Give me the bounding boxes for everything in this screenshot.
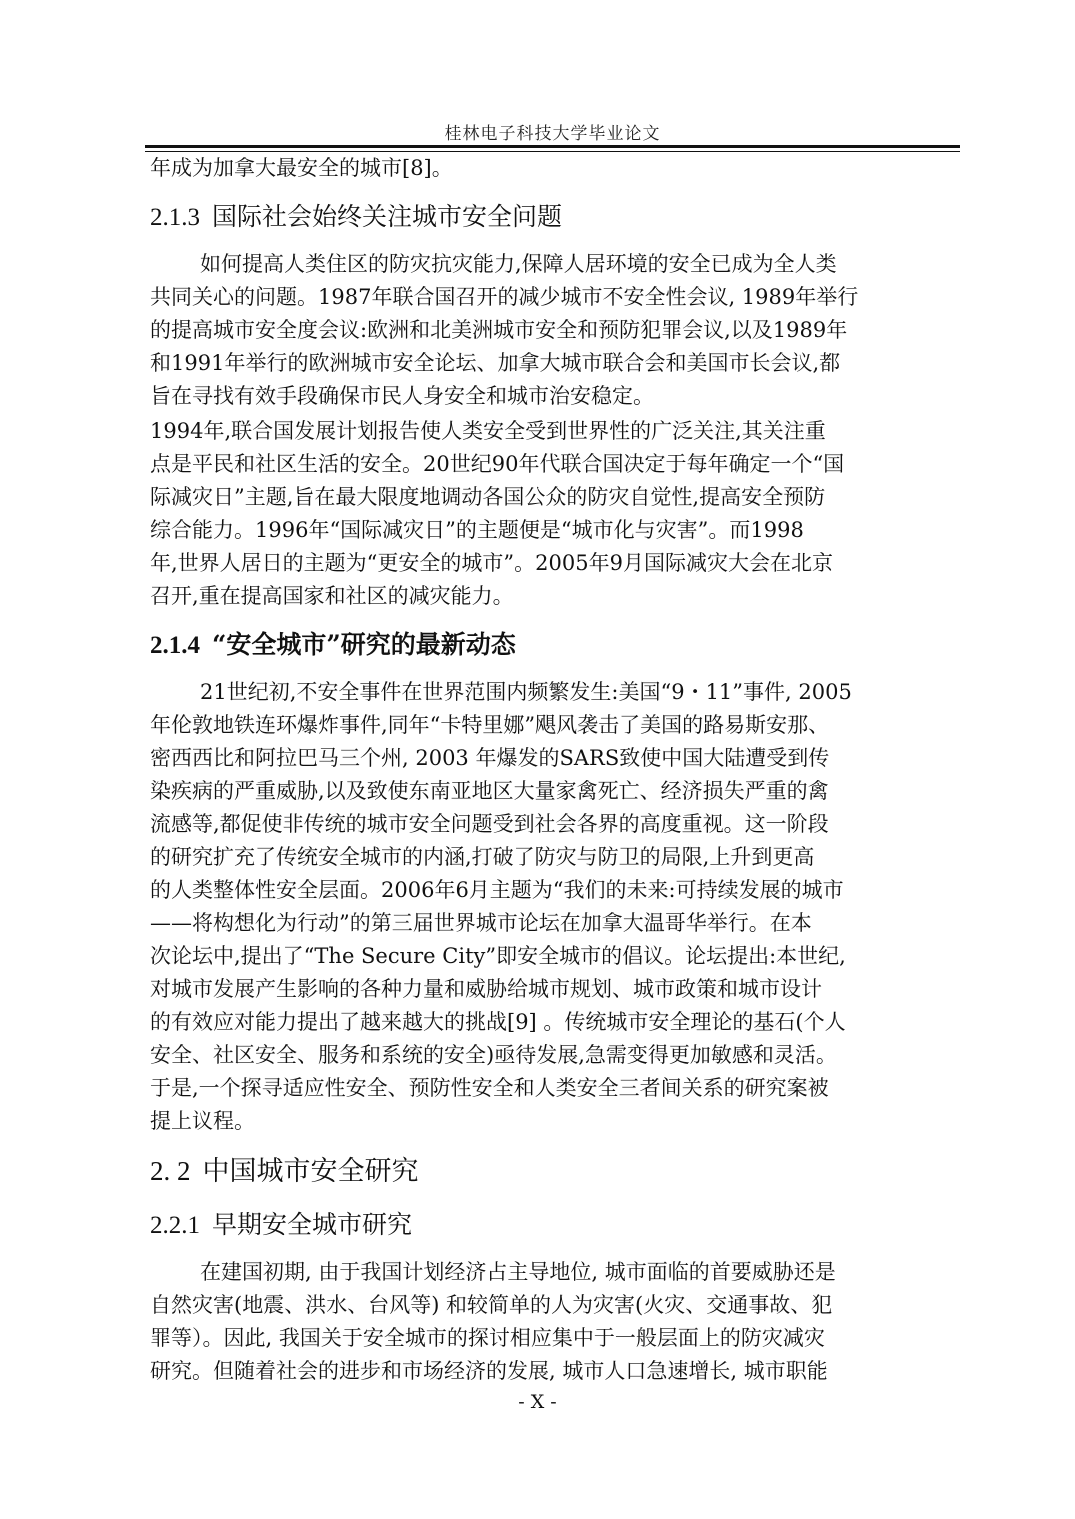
text-line: 如何提高人类住区的防灾抗灾能力,保障人居环境的安全已成为全人类 [200,252,837,276]
text-line: 提上议程。 [150,1109,255,1133]
intro-line: 年成为加拿大最安全的城市[8]。 [150,156,453,180]
section-number: 2.1.4 [150,632,200,659]
text-line: 于是,一个探寻适应性安全、预防性安全和人类安全三者间关系的研究案被 [150,1076,829,1100]
text-line: 流感等,都促使非传统的城市安全问题受到社会各界的高度重视。这一阶段 [150,812,829,836]
text-line: 的人类整体性安全层面。2006年6月主题为“我们的未来:可持续发展的城市 [150,878,844,902]
text-line: 点是平民和社区生活的安全。20世纪90年代联合国决定于每年确定一个“国 [150,452,845,476]
paragraph [150,1256,962,1388]
text-line: 在建国初期, 由于我国计划经济占主导地位, 城市面临的首要威胁还是 [200,1260,836,1284]
text-line: ——将构想化为行动”的第三届世界城市论坛在加拿大温哥华举行。在本 [150,911,812,935]
text-line: 罪等）。因此, 我国关于安全城市的探讨相应集中于一般层面上的防灾减灾 [150,1326,825,1350]
section-title: “安全城市”研究的最新动态 [212,630,516,659]
text-line: 1994年,联合国发展计划报告使人类安全受到世界性的广泛关注,其关注重 [150,419,826,443]
section-heading-2-1-3 [150,197,962,238]
page-content [150,152,962,1390]
text-line: 共同关心的问题。1987年联合国召开的减少城市不安全性会议, 1989年举行 [150,285,859,309]
text-line: 的有效应对能力提出了越来越大的挑战[9] 。传统城市安全理论的基石(个人 [150,1010,846,1034]
section-heading-2-2 [150,1150,962,1193]
section-number: 2. 2 [150,1156,191,1186]
section-number: 2.1.3 [150,204,200,231]
text-line: 的研究扩充了传统安全城市的内涵,打破了防灾与防卫的局限,上升到更高 [150,845,815,869]
text-line: 年,世界人居日的主题为“更安全的城市”。2005年9月国际减灾大会在北京 [150,551,833,575]
text-line: 对城市发展产生影响的各种力量和威胁给城市规划、城市政策和城市设计 [150,977,822,1001]
section-title: 中国城市安全研究 [202,1156,419,1187]
text-line: 21世纪初,不安全事件在世界范围内频繁发生:美国“9・11”事件, 2005 [200,680,852,704]
text-line: 综合能力。1996年“国际减灾日”的主题便是“城市化与灾害”。而1998 [150,518,804,542]
text-line: 自然灾害(地震、洪水、台风等) 和较简单的人为灾害(火灾、交通事故、犯 [150,1293,833,1317]
text-line: 次论坛中,提出了“The Secure City”即安全城市的倡议。论坛提出:本世纪, [150,944,846,968]
section-title: 国际社会始终关注城市安全问题 [212,202,563,231]
text-line: 际减灾日”主题,旨在最大限度地调动各国公众的防灾自觉性,提高安全预防 [150,485,826,509]
text-line: 年伦敦地铁连环爆炸事件,同年“卡特里娜”飓风袭击了美国的路易斯安那、 [150,713,830,737]
section-heading-2-2-1 [150,1205,962,1246]
running-header: 桂林电子科技大学毕业论文 [444,124,661,144]
page-number: - X - [518,1391,557,1413]
section-heading-2-1-4 [150,625,962,666]
text-line: 旨在寻找有效手段确保市民人身安全和城市治安稳定。 [150,384,654,408]
text-line: 染疾病的严重威胁,以及致使东南亚地区大量家禽死亡、经济损失严重的禽 [150,779,829,803]
paragraph [150,676,962,1138]
section-number: 2.2.1 [150,1212,200,1239]
text-line: 的提高城市安全度会议:欧洲和北美洲城市安全和预防犯罪会议,以及1989年 [150,318,848,342]
text-line: 安全、社区安全、服务和系统的安全)亟待发展,急需变得更加敏感和灵活。 [150,1043,837,1067]
paragraph [150,248,962,413]
text-line: 召开,重在提高国家和社区的减灾能力。 [150,584,514,608]
text-line: 密西西比和阿拉巴马三个州, 2003 年爆发的SARS致使中国大陆遭受到传 [150,746,830,770]
paragraph [150,415,962,613]
header-rule-thick [145,145,960,148]
section-title: 早期安全城市研究 [212,1210,413,1239]
text-line: 研究。但随着社会的进步和市场经济的发展, 城市人口急速增长, 城市职能 [150,1359,828,1383]
text-line: 和1991年举行的欧洲城市安全论坛、加拿大城市联合会和美国市长会议,都 [150,351,841,375]
